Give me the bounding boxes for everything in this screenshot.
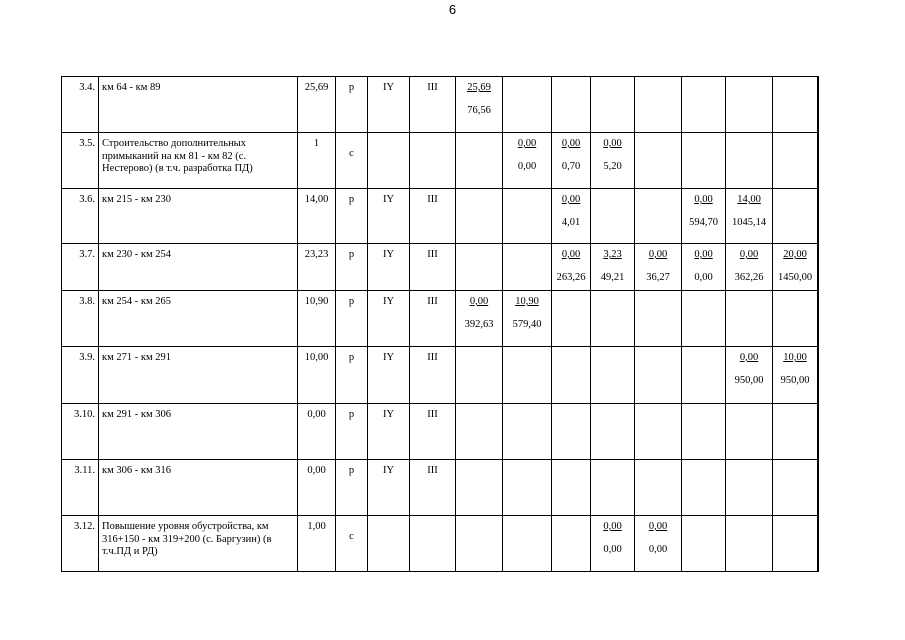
value-bottom: 76,56 <box>467 104 491 116</box>
value-bottom: 0,00 <box>694 271 713 283</box>
value-cell <box>773 347 818 404</box>
row-category-target: III <box>410 347 456 404</box>
value-cell <box>635 460 682 516</box>
value-cell <box>682 189 726 244</box>
value-bottom: 0,00 <box>648 543 668 555</box>
value-cell <box>635 516 682 572</box>
value-cell <box>591 460 635 516</box>
row-work-type <box>336 77 368 133</box>
work-type-label: с <box>349 531 354 542</box>
value-cell <box>456 244 503 291</box>
value-cell <box>503 516 552 572</box>
value-bottom: 1450,00 <box>777 271 813 283</box>
value-cell <box>552 189 591 244</box>
value-top: 0,00 <box>469 296 489 307</box>
value-cell <box>552 244 591 291</box>
value-cell <box>818 347 819 404</box>
value-cell <box>456 133 503 189</box>
table-row <box>62 516 819 572</box>
value-cell <box>726 189 773 244</box>
value-bottom: 392,63 <box>464 318 494 330</box>
value-bottom: 49,21 <box>600 271 625 283</box>
value-top: 0,00 <box>517 138 537 149</box>
row-name: км 291 - км 306 <box>99 404 298 460</box>
value-cell <box>456 291 503 347</box>
row-length: 1,00 <box>298 516 336 572</box>
value-cell <box>591 77 635 133</box>
value-cell <box>552 291 591 347</box>
row-work-type <box>336 244 368 291</box>
value-cell <box>552 404 591 460</box>
value-cell <box>726 460 773 516</box>
work-type-label: р <box>348 352 355 363</box>
value-cell <box>456 404 503 460</box>
value-cell <box>552 347 591 404</box>
row-category-target <box>410 133 456 189</box>
row-length: 10,00 <box>298 347 336 404</box>
value-cell <box>635 347 682 404</box>
value-cell <box>503 404 552 460</box>
table-row <box>62 404 819 460</box>
value-top: 20,00 <box>783 249 807 260</box>
value-cell <box>635 291 682 347</box>
row-work-type <box>336 189 368 244</box>
value-top: 0,00 <box>648 521 668 532</box>
value-cell <box>503 244 552 291</box>
value-top: 10,90 <box>515 296 539 307</box>
value-bottom: 950,00 <box>734 374 764 386</box>
value-top: 0,00 <box>694 249 713 260</box>
row-name: км 306 - км 316 <box>99 460 298 516</box>
row-number: 3.4. <box>62 77 99 133</box>
value-cell <box>591 291 635 347</box>
work-type-label: р <box>348 296 355 307</box>
value-cell <box>726 133 773 189</box>
value-top: 0,00 <box>561 138 581 149</box>
value-cell <box>726 77 773 133</box>
value-cell <box>682 404 726 460</box>
row-length: 10,90 <box>298 291 336 347</box>
row-number: 3.9. <box>62 347 99 404</box>
work-type-label: р <box>348 465 355 476</box>
row-number: 3.5. <box>62 133 99 189</box>
value-cell <box>818 244 819 291</box>
value-cell <box>773 516 818 572</box>
value-bottom: 0,00 <box>603 543 622 555</box>
row-number: 3.10. <box>62 404 99 460</box>
value-top: 0,00 <box>694 194 713 205</box>
value-top: 0,00 <box>561 194 581 205</box>
table-row <box>62 189 819 244</box>
value-cell <box>635 77 682 133</box>
row-category-target: III <box>410 291 456 347</box>
value-cell <box>456 347 503 404</box>
work-type-label: р <box>348 409 355 420</box>
row-work-type <box>336 516 368 572</box>
value-cell <box>726 347 773 404</box>
row-category-current: IY <box>368 244 410 291</box>
value-cell <box>818 460 819 516</box>
row-length: 0,00 <box>298 404 336 460</box>
value-cell <box>503 77 552 133</box>
program-table <box>61 76 819 572</box>
row-name: км 254 - км 265 <box>99 291 298 347</box>
value-cell <box>635 404 682 460</box>
value-cell <box>682 133 726 189</box>
value-cell <box>773 291 818 347</box>
value-bottom: 1045,14 <box>731 216 767 228</box>
row-length: 0,00 <box>298 460 336 516</box>
value-cell <box>682 291 726 347</box>
value-cell <box>456 189 503 244</box>
row-category-target: III <box>410 189 456 244</box>
row-name: Строительство дополнительных примыканий на км 81 - км 82 (с. Нестерово) (в т.ч. разработка ПД) <box>99 133 298 189</box>
value-bottom: 5,20 <box>603 160 622 172</box>
value-cell <box>726 244 773 291</box>
value-cell <box>456 516 503 572</box>
value-cell <box>635 189 682 244</box>
value-bottom: 263,26 <box>556 271 586 283</box>
row-work-type <box>336 404 368 460</box>
value-cell <box>818 77 819 133</box>
row-name: км 215 - км 230 <box>99 189 298 244</box>
row-work-type <box>336 133 368 189</box>
value-bottom: 362,26 <box>734 271 764 283</box>
value-cell <box>456 77 503 133</box>
value-bottom: 0,70 <box>561 160 581 172</box>
work-type-label: р <box>348 249 355 260</box>
value-cell <box>726 404 773 460</box>
value-cell <box>591 244 635 291</box>
table-row <box>62 347 819 404</box>
row-work-type <box>336 291 368 347</box>
value-bottom: 4,01 <box>561 216 581 228</box>
row-category-target: III <box>410 244 456 291</box>
value-bottom: 0,00 <box>517 160 537 172</box>
row-category-target: III <box>410 460 456 516</box>
row-work-type <box>336 347 368 404</box>
value-cell <box>503 347 552 404</box>
row-length: 14,00 <box>298 189 336 244</box>
row-length: 23,23 <box>298 244 336 291</box>
value-cell <box>682 516 726 572</box>
value-top: 0,00 <box>739 352 759 363</box>
work-type-label: р <box>348 82 355 93</box>
value-cell <box>726 291 773 347</box>
value-cell <box>503 460 552 516</box>
value-top: 0,00 <box>561 249 581 260</box>
row-number: 3.11. <box>62 460 99 516</box>
value-bottom: 36,27 <box>646 271 670 283</box>
value-top: 10,00 <box>783 352 807 363</box>
row-number: 3.8. <box>62 291 99 347</box>
row-category-current: IY <box>368 291 410 347</box>
value-cell <box>773 404 818 460</box>
value-cell <box>682 77 726 133</box>
row-number: 3.7. <box>62 244 99 291</box>
work-type-label: с <box>349 148 354 159</box>
row-length: 1 <box>298 133 336 189</box>
row-number: 3.6. <box>62 189 99 244</box>
value-cell <box>773 77 818 133</box>
row-name: Повышение уровня обустройства, км 316+150 - км 319+200 (с. Баргузин) (в т.ч.ПД и РД) <box>99 516 298 572</box>
table-row <box>62 77 819 133</box>
value-cell <box>818 516 819 572</box>
value-top: 0,00 <box>603 521 622 532</box>
table-row <box>62 133 819 189</box>
row-category-current: IY <box>368 77 410 133</box>
value-cell <box>503 133 552 189</box>
row-category-current: IY <box>368 189 410 244</box>
value-cell <box>773 460 818 516</box>
row-name: км 271 - км 291 <box>99 347 298 404</box>
row-length: 25,69 <box>298 77 336 133</box>
row-work-type <box>336 460 368 516</box>
value-top: 0,00 <box>603 138 622 149</box>
value-cell <box>773 133 818 189</box>
value-top: 0,00 <box>648 249 668 260</box>
value-cell <box>503 189 552 244</box>
value-cell <box>818 291 819 347</box>
row-category-current: IY <box>368 460 410 516</box>
row-name: км 230 - км 254 <box>99 244 298 291</box>
row-number: 3.12. <box>62 516 99 572</box>
row-category-current: IY <box>368 404 410 460</box>
value-cell <box>552 460 591 516</box>
value-cell <box>818 404 819 460</box>
value-top: 14,00 <box>737 194 761 205</box>
value-cell <box>818 189 819 244</box>
value-bottom: 950,00 <box>780 374 810 386</box>
value-cell <box>552 77 591 133</box>
row-category-current <box>368 516 410 572</box>
value-cell <box>635 244 682 291</box>
value-cell <box>682 244 726 291</box>
value-cell <box>591 189 635 244</box>
table-row <box>62 460 819 516</box>
value-cell <box>591 404 635 460</box>
value-cell <box>818 133 819 189</box>
value-cell <box>552 516 591 572</box>
table-row <box>62 291 819 347</box>
row-name: км 64 - км 89 <box>99 77 298 133</box>
value-cell <box>552 133 591 189</box>
value-cell <box>456 460 503 516</box>
row-category-current <box>368 133 410 189</box>
value-cell <box>591 347 635 404</box>
value-cell <box>591 133 635 189</box>
value-cell <box>591 516 635 572</box>
value-bottom: 594,70 <box>689 216 718 228</box>
table-row <box>62 244 819 291</box>
value-bottom: 579,40 <box>512 318 542 330</box>
row-category-target <box>410 516 456 572</box>
value-cell <box>682 460 726 516</box>
row-category-current: IY <box>368 347 410 404</box>
row-category-target: III <box>410 404 456 460</box>
value-top: 3,23 <box>603 249 622 260</box>
value-cell <box>503 291 552 347</box>
work-type-label: р <box>348 194 355 205</box>
value-cell <box>773 244 818 291</box>
value-cell <box>682 347 726 404</box>
value-cell <box>773 189 818 244</box>
value-top: 0,00 <box>739 249 759 260</box>
value-top: 25,69 <box>467 82 491 93</box>
value-cell <box>726 516 773 572</box>
page-number: 6 <box>448 2 457 17</box>
value-cell <box>635 133 682 189</box>
row-category-target: III <box>410 77 456 133</box>
